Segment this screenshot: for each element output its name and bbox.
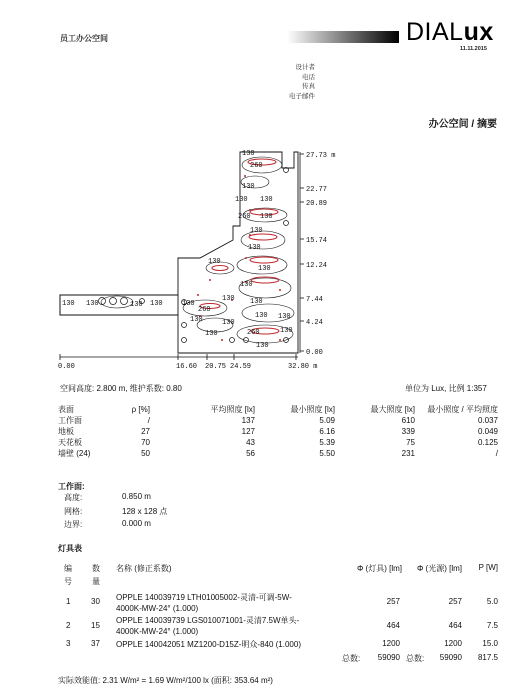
row-power: 15.0: [482, 639, 498, 648]
table-row: 天花板 70 43 5.39 75 0.125: [58, 438, 498, 447]
col-surface: 表面: [58, 405, 74, 414]
workplane-grid-label: 网格:: [64, 507, 83, 516]
svg-text:130: 130: [278, 313, 291, 321]
col-name: 名称 (修正系数): [116, 564, 172, 573]
total-power: 817.5: [477, 653, 498, 662]
svg-text:130: 130: [235, 196, 248, 204]
workplane-border-label: 边界:: [64, 520, 83, 529]
svg-text:130: 130: [250, 298, 263, 306]
y-tick-label: 20.89: [306, 200, 328, 208]
table-row: 工作面 / 137 5.09 610 0.037: [58, 416, 498, 425]
logo-text-bold: ux: [463, 18, 494, 46]
version-date: 11.11.2015: [460, 46, 487, 52]
y-tick-label: 12.24: [306, 262, 328, 270]
svg-text:130: 130: [130, 301, 143, 309]
svg-text:260: 260: [247, 329, 260, 337]
header-gradient-bar: [287, 31, 399, 43]
total-label-2: 总数:: [406, 654, 425, 663]
unit-scale-info: 单位为 Lux, 比例 1:357: [405, 384, 487, 393]
svg-text:130: 130: [256, 342, 269, 350]
row-phi-luminaire: 1200: [382, 639, 400, 648]
row-no: 2: [66, 621, 71, 630]
svg-text:130: 130: [208, 258, 221, 266]
row-name: OPPLE 140042051 MZ1200-D15Z-明众-840 (1.000): [116, 640, 301, 649]
row-name-2: 4000K-MW-24° (1.000): [116, 627, 199, 636]
row-phi-luminaire: 257: [386, 597, 400, 606]
row-qty: 30: [91, 597, 100, 606]
total-phi-source: 59090: [439, 653, 462, 662]
y-tick-label: 4.24: [306, 319, 323, 327]
row-name: OPPLE 140039739 LGS010071001-灵清7.5W单头-: [116, 616, 300, 625]
svg-text:130: 130: [242, 150, 255, 158]
workplane-height-label: 高度:: [64, 493, 83, 502]
row-power: 7.5: [486, 621, 498, 630]
row-qty: 37: [91, 639, 100, 648]
col-power: P [W]: [478, 563, 498, 572]
svg-text:130: 130: [280, 327, 293, 335]
isolux-floor-plan: [50, 140, 350, 375]
row-no: 3: [66, 639, 71, 648]
total-label: 总数:: [342, 654, 361, 663]
svg-text:130: 130: [182, 300, 195, 308]
room-outline-shape: [60, 152, 298, 353]
logo-text-main: DIAL: [406, 18, 464, 46]
svg-text:130: 130: [260, 196, 273, 204]
x-tick-label: 0.00: [58, 363, 75, 371]
room-height-info: 空间高度: 2.800 m, 维护系数: 0.80: [60, 384, 182, 393]
svg-text:130: 130: [258, 265, 271, 273]
svg-text:130: 130: [260, 213, 273, 221]
contour-labels: [62, 150, 293, 350]
col-max: 最大照度 [lx]: [370, 405, 415, 414]
svg-text:130: 130: [242, 183, 255, 191]
contact-block: [283, 63, 315, 101]
y-tick-marks: [300, 154, 304, 351]
power-efficiency-summary: 实际效能值: 2.31 W/m² = 1.69 W/m²/100 lx (面积: 353.64 m²): [58, 676, 273, 685]
svg-text:130: 130: [222, 319, 235, 327]
luminaire-list-title: 灯具表: [58, 544, 82, 553]
col-reflectance: ρ [%]: [131, 405, 150, 414]
y-tick-label: 7.44: [306, 296, 323, 304]
row-name: OPPLE 140039719 LTH01005002-灵清-可调-5W-: [116, 593, 292, 602]
dialux-logo: [406, 18, 494, 47]
svg-text:130: 130: [222, 295, 235, 303]
col-no-2: 号: [64, 577, 72, 586]
col-qty-1: 数: [92, 564, 100, 573]
row-phi-luminaire: 464: [386, 621, 400, 630]
project-name: 员工办公空间: [60, 34, 108, 43]
y-tick-label: 15.74: [306, 237, 328, 245]
table-row: 地板 27 127 6.16 339 0.049: [58, 427, 498, 436]
col-uniformity: 最小照度 / 平均照度: [427, 405, 498, 414]
workplane-border-value: 0.000 m: [122, 519, 151, 528]
contact-phone: 电话: [302, 73, 315, 81]
col-qty-2: 量: [92, 577, 100, 586]
x-tick-label: 24.59: [230, 363, 252, 371]
page-title: 办公空间 / 摘要: [428, 119, 497, 130]
row-no: 1: [66, 597, 71, 606]
y-tick-label: 0.00: [306, 349, 323, 357]
workplane-title: 工作面:: [58, 482, 85, 491]
svg-text:130: 130: [205, 330, 218, 338]
row-power: 5.0: [486, 597, 498, 606]
svg-text:130: 130: [62, 300, 75, 308]
col-no-1: 编: [64, 564, 72, 573]
svg-text:130: 130: [240, 281, 253, 289]
svg-text:130: 130: [255, 312, 268, 320]
col-min: 最小照度 [lx]: [290, 405, 335, 414]
svg-text:260: 260: [198, 306, 211, 314]
contact-email: 电子邮件: [289, 92, 315, 100]
workplane-grid-value: 128 x 128 点: [122, 507, 168, 516]
svg-text:130: 130: [248, 244, 261, 252]
row-phi-source: 1200: [444, 639, 462, 648]
x-tick-label: 16.60: [176, 363, 198, 371]
svg-text:130: 130: [86, 300, 99, 308]
x-tick-label: 32.80 m: [288, 363, 318, 371]
contact-designer: 设计者: [295, 64, 315, 71]
row-name-2: 4000K-MW-24° (1.000): [116, 604, 199, 613]
svg-text:130: 130: [250, 227, 263, 235]
table-row: 墙壁 (24) 50 56 5.50 231 /: [58, 449, 498, 458]
surfaces-table: [58, 404, 498, 459]
total-phi-luminaire: 59090: [377, 653, 400, 662]
surfaces-header-row: [58, 404, 498, 415]
contact-fax: 传真: [302, 83, 315, 90]
row-phi-source: 464: [448, 621, 462, 630]
svg-text:260: 260: [238, 213, 251, 221]
row-phi-source: 257: [448, 597, 462, 606]
y-tick-label: 27.73 m: [306, 152, 336, 160]
row-qty: 15: [91, 621, 100, 630]
x-tick-label: 20.75: [205, 363, 227, 371]
y-tick-label: 22.77: [306, 186, 328, 194]
workplane-height-value: 0.850 m: [122, 492, 151, 501]
svg-text:130: 130: [150, 300, 163, 308]
col-phi-source: Φ (光源) [lm]: [416, 564, 462, 573]
svg-text:130: 130: [190, 316, 203, 324]
col-phi-luminaire: Φ (灯具) [lm]: [356, 564, 402, 573]
svg-text:260: 260: [250, 162, 263, 170]
col-avg: 平均照度 [lx]: [210, 405, 255, 414]
